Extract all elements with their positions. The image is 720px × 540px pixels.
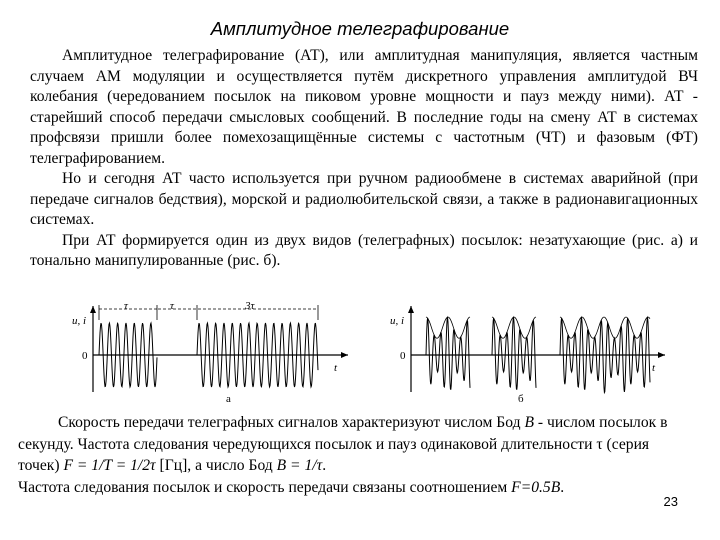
- figure-a-origin-label: 0: [82, 350, 88, 362]
- bottom-text-1e: .: [322, 457, 327, 474]
- bottom-text-1d: [Гц], а число Бод: [155, 457, 277, 474]
- slide-title: Амплитудное телеграфирование: [210, 18, 510, 39]
- baud-symbol: B: [524, 414, 534, 431]
- bottom-paragraph-1: [18, 412, 690, 477]
- figure-b: [390, 306, 665, 405]
- formula-baud: B = 1/τ: [276, 457, 323, 474]
- figure-a-x-label: t: [334, 362, 338, 374]
- figure-a: [72, 300, 348, 405]
- figure-a-3tau-label: 3τ: [245, 300, 255, 312]
- bottom-text-1b: - числом посылок в секунду. Частота следования чередующихся посылок и пауз одинаковой длительности: [18, 414, 668, 453]
- bottom-text: [18, 412, 690, 498]
- paragraph-3: При АТ формируется один из двух видов (телеграфных) посылок: незатухающие (рис. а) и тонально манипулированные (рис. б).: [30, 231, 698, 269]
- figure-b-x-label: t: [652, 362, 656, 374]
- bottom-text-2b: .: [560, 478, 565, 496]
- page-number: 23: [663, 494, 678, 509]
- bottom-text-2a: Частота следования посылок и скорость передачи связаны соотношением: [18, 478, 512, 496]
- figure-b-burst-1: [426, 318, 470, 390]
- formula-relation: F=0.5B: [511, 478, 561, 496]
- figure-a-y-label: u, i: [72, 315, 87, 327]
- formula-frequency: F = 1/T = 1/2τ: [63, 457, 156, 474]
- figure-b-burst-2: [492, 318, 536, 390]
- paragraph-1: Амплитудное телеграфирование (АТ), или амплитудная манипуляция, является частным случаем АМ модуляции и осуществляется путём дискретного управления амплитудой ВЧ колебания (чередованием посылок на пиковом уровне мощности и пауз между ними). АТ - старейший способ передачи смысловых сообщений. В последние годы на смену АТ в системах профсвязи пришли более помехозащищённые системы с частотным (ЧТ) и фазовым (ФТ) телеграфированием.: [30, 47, 698, 167]
- figure-a-burst-1: [99, 323, 157, 387]
- tau-symbol: τ: [596, 435, 603, 453]
- figure-b-caption: б: [518, 393, 524, 405]
- paragraph-2: Но и сегодня АТ часто используется при ручном радиообмене в системах аварийной (при передаче сигналов бедствия), морской и радиолюбительской связи, а также в радионавигационных системах.: [30, 170, 698, 228]
- figure-b-y-label: u, i: [390, 315, 405, 327]
- bottom-paragraph-2: [18, 477, 690, 499]
- figure-a-caption: а: [226, 393, 231, 405]
- figure-a-tau-label-2: τ: [170, 300, 174, 312]
- figure-a-tau-label-1: τ: [124, 300, 128, 312]
- bottom-text-1a: Скорость передачи телеграфных сигналов характеризуют числом Бод: [58, 414, 525, 431]
- figure-b-envelope-3: [560, 317, 650, 338]
- figure-b-origin-label: 0: [400, 350, 406, 362]
- bottom-text-1c: (серия точек): [18, 435, 650, 474]
